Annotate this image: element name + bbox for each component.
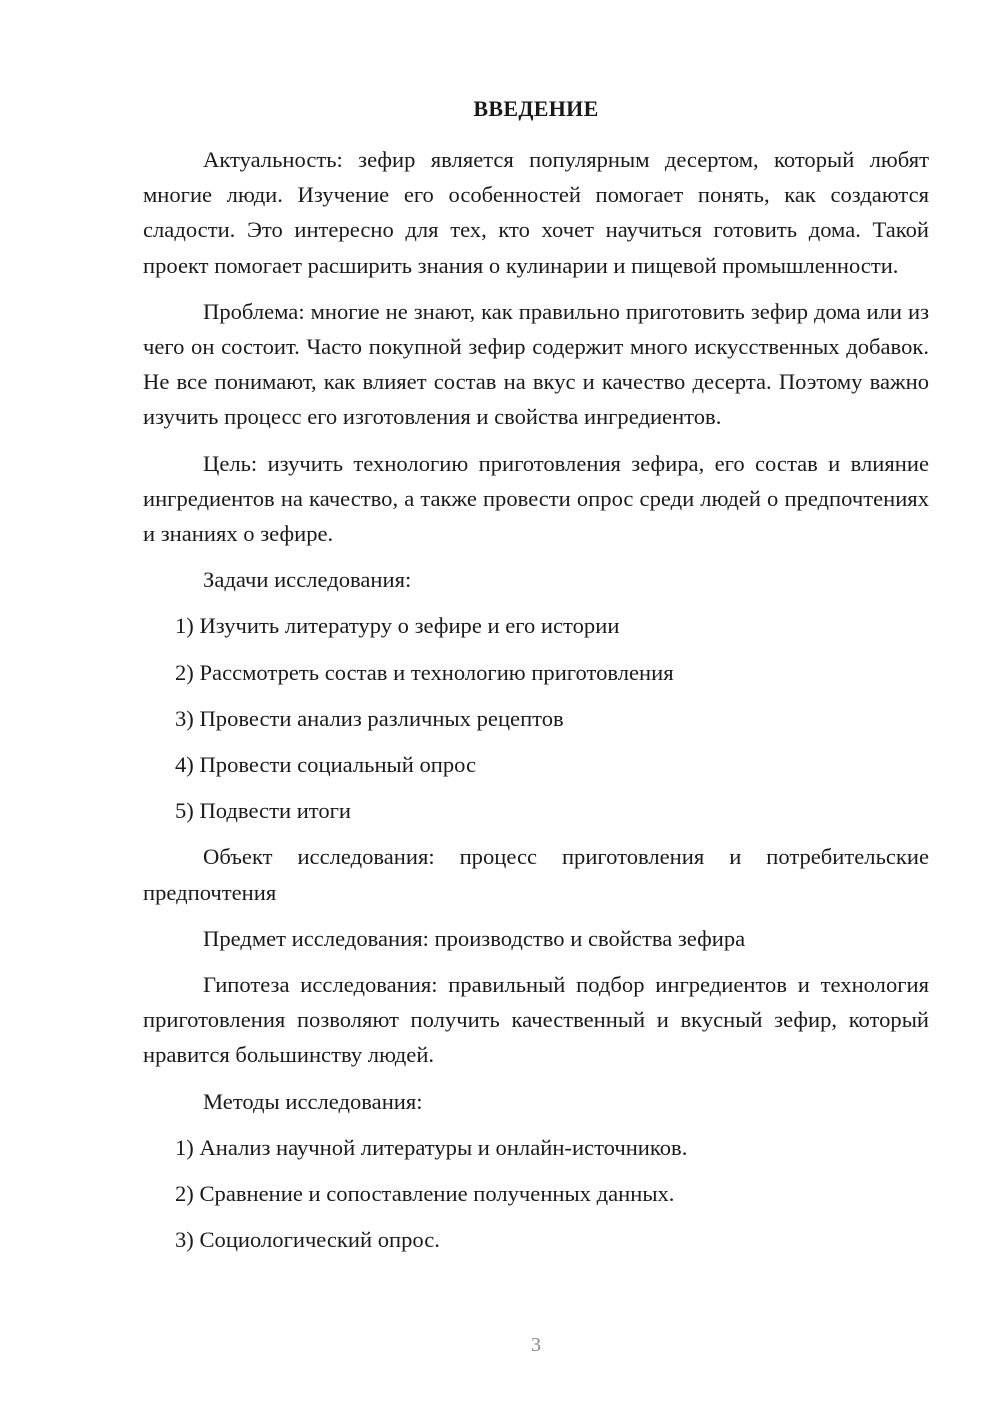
object-paragraph: Объект исследования: процесс приготовления и потребительские предпочтения: [143, 844, 929, 905]
page-number: 3: [531, 1334, 541, 1356]
task-item: 5) Подвести итоги: [175, 798, 352, 824]
relevance-paragraph: Актуальность: зефир является популярным десертом, который любят многие люди. Изучение его особенностей помогает понять, как создаются сладости. Это интересно для тех, кто хочет научиться готовить дома. Такой проект помогает расширить знания о кулинарии и пищевой промышленности.: [143, 147, 929, 278]
task-item: 4) Провести социальный опрос: [175, 752, 477, 778]
methods-heading: Методы исследования:: [203, 1088, 423, 1114]
task-item: 1) Изучить литературу о зефире и его истории: [175, 613, 620, 639]
document-body: [143, 142, 929, 1268]
task-item: 2) Рассмотреть состав и технологию приготовления: [175, 659, 674, 685]
method-item: 1) Анализ научной литературы и онлайн-источников.: [175, 1134, 688, 1160]
hypothesis-paragraph: Гипотеза исследования: правильный подбор ингредиентов и технология приготовления позволяют получить качественный и вкусный зефир, который нравится большинству людей.: [143, 972, 929, 1068]
method-item: 2) Сравнение и сопоставление полученных данных.: [175, 1181, 675, 1207]
method-item: 3) Социологический опрос.: [175, 1227, 440, 1253]
tasks-heading: Задачи исследования:: [203, 567, 412, 593]
task-item: 3) Провести анализ различных рецептов: [175, 705, 564, 731]
section-title: ВВЕДЕНИЕ: [473, 96, 599, 121]
problem-paragraph: Проблема: многие не знают, как правильно приготовить зефир дома или из чего он состоит. Часто покупной зефир содержит много искусственных добавок. Не все понимают, как влияет состав на вкус и качество десерта. Поэтому важно изучить процесс его изготовления и свойства ингредиентов.: [143, 298, 929, 430]
subject-paragraph: Предмет исследования: производство и свойства зефира: [203, 925, 746, 951]
goal-paragraph: Цель: изучить технологию приготовления зефира, его состав и влияние ингредиентов на качество, а также провести опрос среди людей о предпочтениях и знаниях о зефире.: [143, 450, 929, 547]
